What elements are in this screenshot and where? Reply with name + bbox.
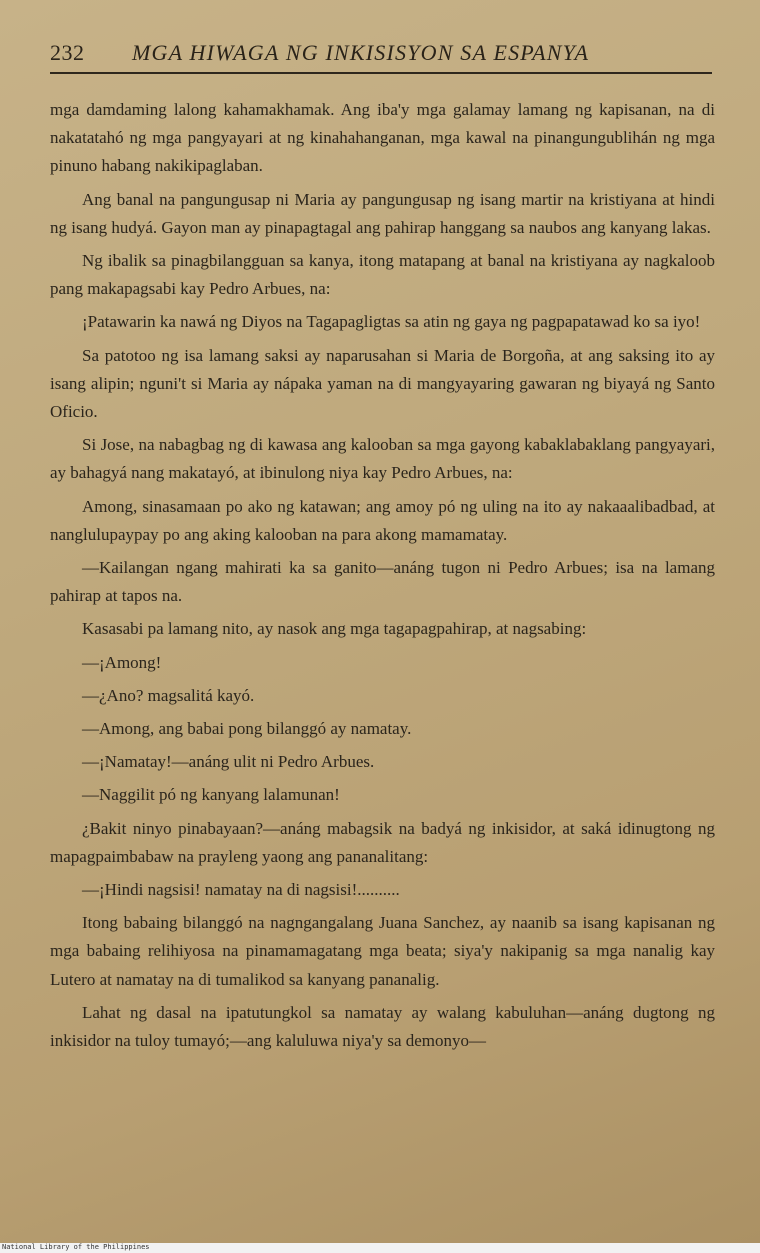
- paragraph: —¡Among!: [82, 652, 162, 672]
- paragraph: Ang banal na pangungusap ni Maria ay pangungusap ng isang martir na kristiyana at hindi ng isang hudyá. Gayon man ay pinapagtagal ang pahirap hanggang sa naubos ang kanyang lakas.: [50, 189, 715, 237]
- paragraph: —Among, ang babai pong bilanggó ay namatay.: [82, 719, 412, 739]
- paragraph: Si Jose, na nabagbag ng di kawasa ang kalooban sa mga gayong kabaklabaklang pangyayari, ay bahagyá nang makatayó, at ibinulong niya kay Pedro Arbues, na:: [50, 435, 715, 483]
- paragraph: Itong babaing bilanggó na nagngangalang Juana Sanchez, ay naanib sa isang kapisanan ng mga babaing relihiyosa na pinamamagatang mga beata; siya'y nakipanig sa mga nanalig kay Lutero at namatay na di tumalikod sa kanyang pananalig.: [50, 913, 715, 989]
- paragraph: —Naggilit pó ng kanyang lalamunan!: [82, 785, 340, 805]
- paragraph: mga damdaming lalong kahamakhamak. Ang iba'y mga galamay lamang ng kapisanan, na di nakatatahó ng mga pangyayari at ng kinahahanganan, mga kawal na pinangungublihán ng mga pinuno habang nakikipaglaban.: [50, 100, 715, 176]
- header-rule: [50, 72, 712, 74]
- paragraph: Among, sinasamaan po ako ng katawan; ang amoy pó ng uling na ito ay nakaaalibadbad, at nanglulupaypay po ang aking kalooban na para akong mamamatay.: [50, 496, 715, 544]
- paragraph: ¿Bakit ninyo pinabayaan?—anáng mabagsik na badyá ng inkisidor, at saká idinugtong ng mapagpaimbabaw na prayleng yaong ang pananalitang:: [50, 818, 715, 866]
- running-title: MGA HIWAGA NG INKISISYON SA ESPANYA: [132, 40, 590, 65]
- footer-credit: National Library of the Philippines: [2, 1243, 150, 1251]
- paragraph: —Kailangan ngang mahirati ka sa ganito—anáng tugon ni Pedro Arbues; isa na lamang pahirap at tapos na.: [50, 558, 715, 606]
- page-header: [50, 40, 710, 76]
- paragraph: Ng ibalik sa pinagbilangguan sa kanya, itong matapang at banal na kristiyana ay nagkaloob pang makapagsabi kay Pedro Arbues, na:: [50, 251, 715, 299]
- body-text: [50, 96, 715, 1060]
- paragraph: ¡Patawarin ka nawá ng Diyos na Tagapagligtas sa atin ng gaya ng pagpapatawad ko sa iyo!: [82, 312, 701, 332]
- paragraph: —¡Hindi nagsisi! namatay na di nagsisi!..........: [82, 880, 400, 900]
- paragraph: Lahat ng dasal na ipatutungkol sa namatay ay walang kabuluhan—anáng dugtong ng inkisidor na tuloy tumayó;—ang kaluluwa niya'y sa demonyo—: [50, 1002, 715, 1051]
- paragraph: —¿Ano? magsalitá kayó.: [82, 685, 255, 705]
- paragraph: Sa patotoo ng isa lamang saksi ay naparusahan si Maria de Borgoña, at ang saksing ito ay isang alipin; nguni't si Maria ay nápaka yaman na di mangyayaring gawaran ng biyayá ng Santo Oficio.: [50, 345, 715, 422]
- page-number: 232: [50, 40, 85, 65]
- paragraph: Kasasabi pa lamang nito, ay nasok ang mga tagapagpahirap, at nagsabing:: [82, 619, 587, 639]
- paragraph: —¡Namatay!—anáng ulit ni Pedro Arbues.: [82, 752, 375, 772]
